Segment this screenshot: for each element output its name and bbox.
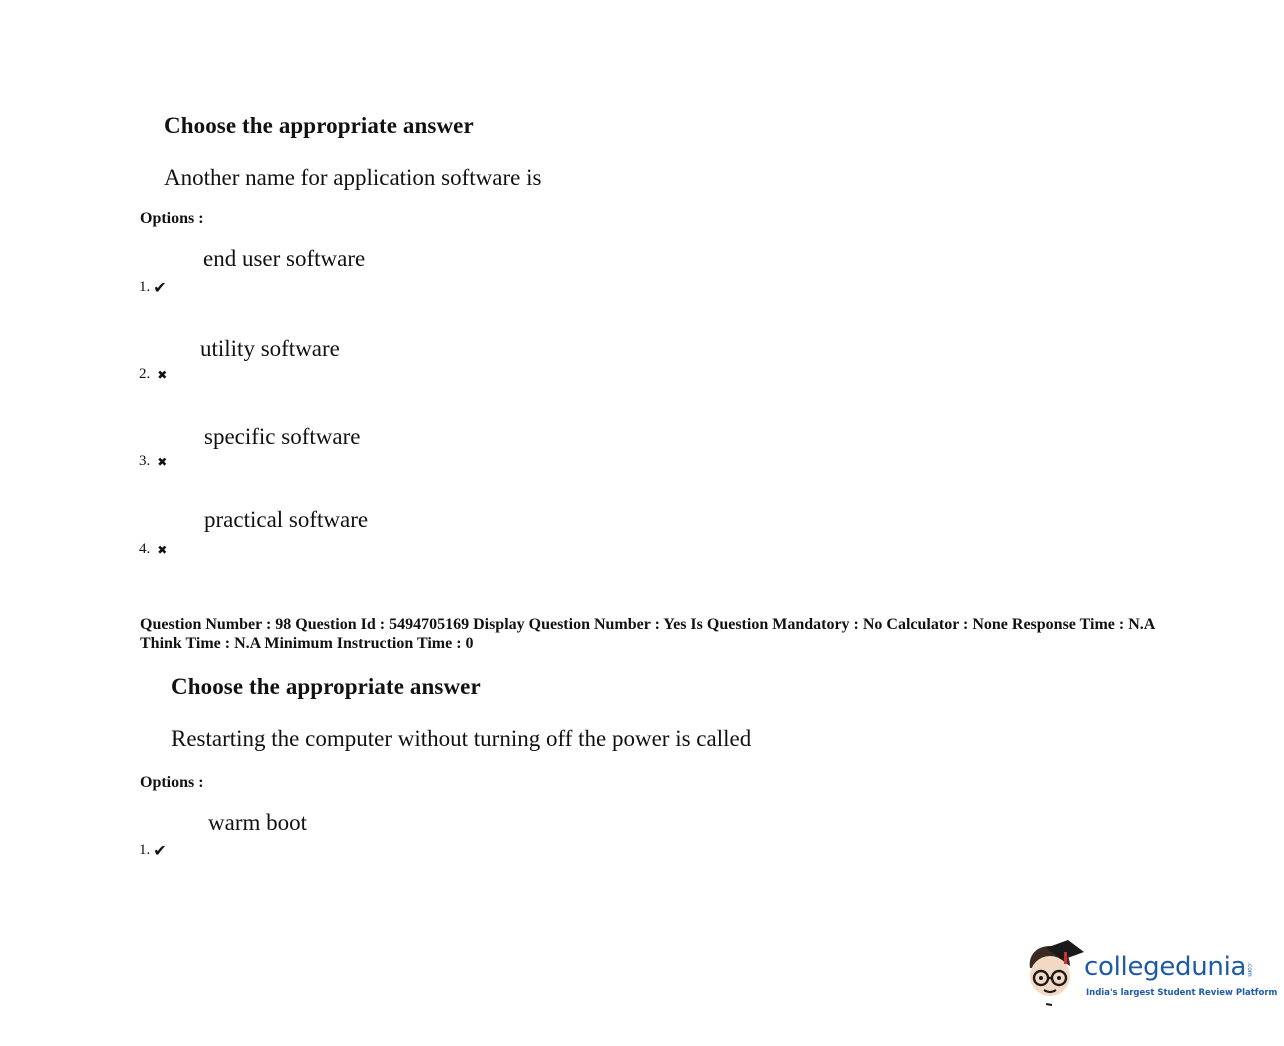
q1-option-4-number: 4. ✖	[139, 541, 168, 557]
q1-option-2-number: 2. ✖	[139, 366, 168, 382]
q2-metadata: Question Number : 98 Question Id : 5494705169 Display Question Number : Yes Is Question Mandatory : No Calculator : None Response Time : N.A Think Time : N.A Minimum Instruction Time : 0	[140, 616, 1155, 652]
mascot-icon	[1024, 938, 1086, 1008]
q1-option-1-text: end user software	[203, 246, 366, 271]
q2-option-1-number: 1. ✔	[139, 840, 167, 860]
q1-option-3-text: specific software	[204, 424, 361, 449]
collegedunia-logo[interactable]	[1024, 938, 1278, 1008]
q2-question-text: Restarting the computer without turning off the power is called	[171, 726, 752, 751]
q1-option-2-text: utility software	[200, 336, 340, 361]
q1-heading: Choose the appropriate answer	[164, 113, 474, 138]
q2-option-1-text: warm boot	[208, 810, 308, 835]
q1-question-text: Another name for application software is	[164, 165, 542, 190]
cross-icon: ✖	[157, 454, 168, 469]
logo-wordmark: collegedunia	[1084, 952, 1247, 982]
logo-tagline: India's largest Student Review Platform	[1086, 988, 1278, 998]
q1-option-3-number: 3. ✖	[139, 453, 168, 469]
cross-icon: ✖	[157, 542, 168, 557]
q1-option-4-text: practical software	[204, 507, 369, 532]
cross-icon: ✖	[157, 367, 168, 382]
q2-options-label: Options :	[140, 774, 204, 791]
logo-suffix: .com	[1246, 962, 1253, 977]
check-icon: ✔	[153, 277, 167, 297]
check-icon: ✔	[153, 840, 167, 860]
q1-option-1-number: 1. ✔	[139, 277, 167, 297]
q1-options-label: Options :	[140, 210, 204, 227]
q2-heading: Choose the appropriate answer	[171, 674, 481, 699]
